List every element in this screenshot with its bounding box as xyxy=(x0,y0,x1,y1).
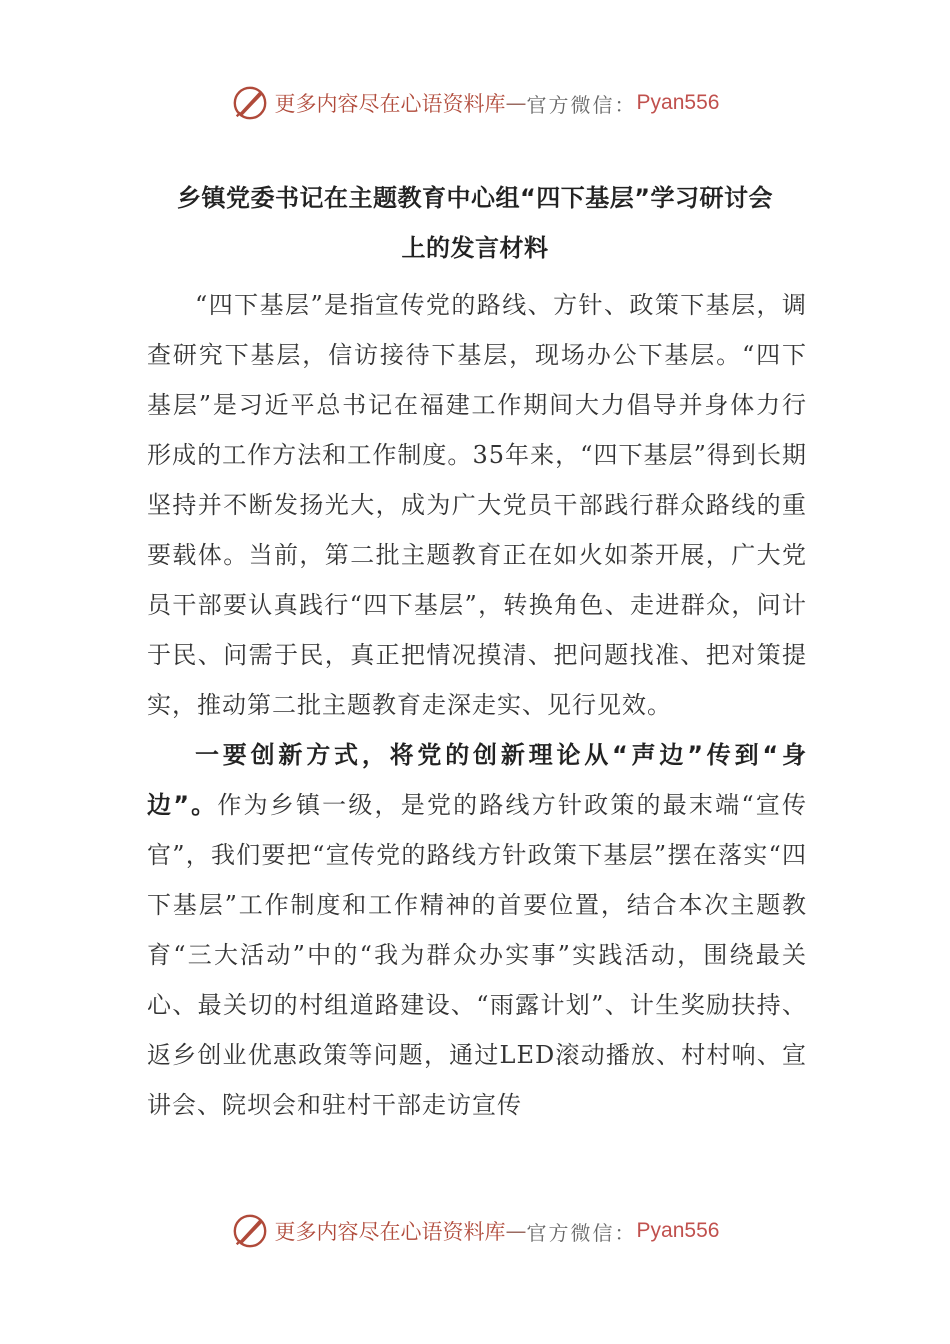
quill-pen-logo-icon xyxy=(231,1212,269,1250)
paragraph-point-one-text: 作为乡镇一级，是党的路线方针政策的最末端“宣传官”，我们要把“宣传党的路线方针政策下基层”摆在落实“四下基层”工作制度和工作精神的首要位置，结合本次主题教育“三大活动”中的“我为群众办实事”实践活动，围绕最关心、最关切的村组道路建设、“雨露计划”、计生奖励扶持、返乡创业优惠政策等问题，通过LED滚动播放、村村响、宣讲会、院坝会和驻村干部走访宣传 xyxy=(147,791,807,1119)
document-title-line-1: 乡镇党委书记在主题教育中心组“四下基层”学习研讨会 xyxy=(176,184,774,212)
banner-dash: — xyxy=(505,91,527,115)
paragraph-point-one-lead: 一要创新方式，将党的创新理论从“声边”传到“身边”。 xyxy=(147,741,807,819)
header-watermark-banner xyxy=(0,78,950,128)
footer-banner-dash: — xyxy=(505,1219,527,1243)
paragraph-intro-text: “四下基层”是指宣传党的路线、方针、政策下基层，调查研究下基层，信访接待下基层，现场办公下基层。“四下基层”是习近平总书记在福建工作期间大力倡导并身体力行形成的工作方法和工作制度。35年来，“四下基层”得到长期坚持并不断发扬光大，成为广大党员干部践行群众路线的重要载体。当前，第二批主题教育正在如火如荼开展，广大党员干部要认真践行“四下基层”，转换角色、走进群众，问计于民、问需于民，真正把情况摸清、把问题找准、把对策提实，推动第二批主题教育走深走实、见行见效。 xyxy=(147,291,807,719)
document-title-line-2: 上的发言材料 xyxy=(401,234,549,262)
footer-banner-wechat-label: 官方微信： xyxy=(526,1220,637,1245)
banner-main-text: 更多内容尽在心语资料库 xyxy=(274,92,506,116)
footer-banner-main-text: 更多内容尽在心语资料库 xyxy=(274,1220,506,1244)
banner-wechat-label: 官方微信： xyxy=(526,92,637,117)
banner-wechat-id: Pyan556 xyxy=(636,91,720,114)
document-body xyxy=(147,280,807,1130)
paragraph-intro xyxy=(147,280,807,730)
paragraph-point-one xyxy=(147,730,807,1130)
footer-banner-wechat-id: Pyan556 xyxy=(636,1219,720,1242)
quill-pen-logo-icon xyxy=(231,84,269,122)
footer-watermark-banner xyxy=(0,1206,950,1256)
